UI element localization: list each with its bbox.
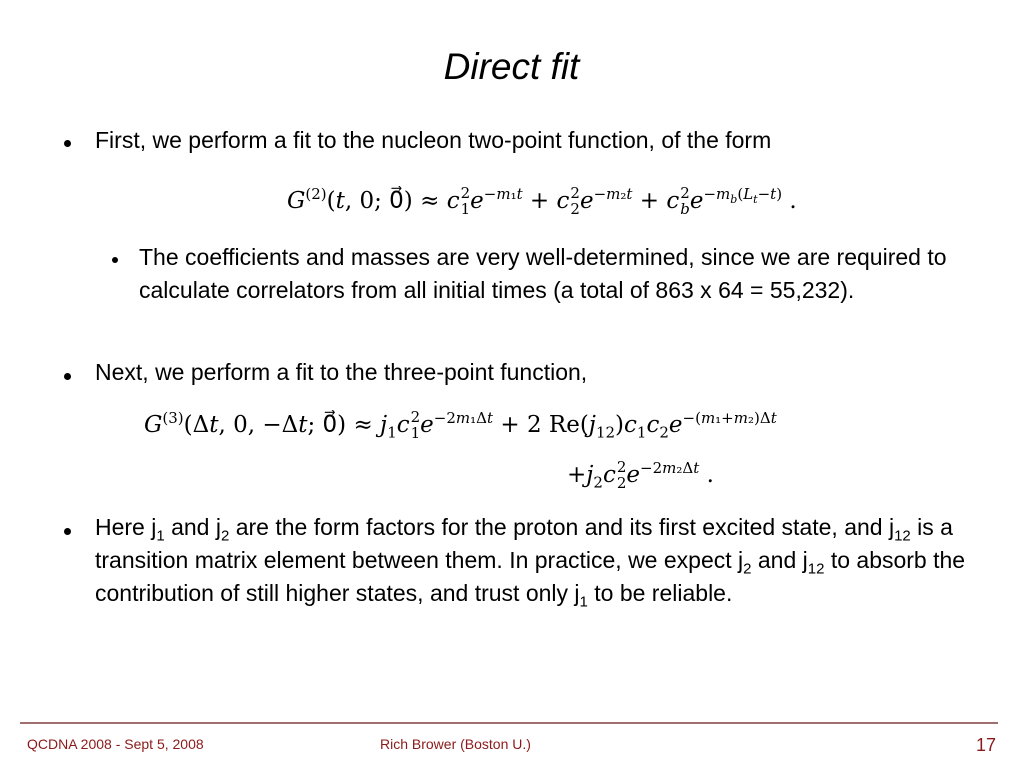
footer-author: Rich Brower (Boston U.) [380,736,531,752]
bullet-dot [64,140,71,147]
slide-title: Direct fit [443,46,580,87]
bullet-coefficients: The coefficients and masses are very well-determined, since we are required to calculate correlators from all initial times (a total of 863 x 64 = 55,232). [139,244,947,303]
bullet-two-point-fit: First, we perform a fit to the nucleon two-point function, of the form [95,127,772,153]
sub-bullet-dot [112,257,118,263]
equation-three-point-line2: $+j_2c$ 2 2 $e^{-2m_2\Delta t}$ . [567,458,714,492]
page-number: 17 [975,735,996,755]
footer-date: QCDNA 2008 - Sept 5, 2008 [27,736,204,752]
footer-divider [20,722,998,724]
bullet-dot [64,528,71,535]
bullet-three-point-fit: Next, we perform a fit to the three-point function, [95,359,588,385]
equation-two-point: $G^{(2)}(t$, 0; 0⃗) ≈ c 2 1 $e^{-m_1t} + c$ 2 2 $e^{-m_2t} + c$ 2 b $e^{-m_b(L_t-t)}$ . [287,184,797,218]
equation-three-point-line1: $G^{(3)}(\Delta t$, 0, −Δt; 0⃗) ≈ $j_1c$ 2 1 $e^{-2m_1\Delta t} + 2$ $Re(j_{12})c_1c_2e^{-(m_1+m_2)\Delta t}$ [144,408,777,442]
bullet-form-factors: Here $j_1$ and $j_2$ are the form factors for the proton and its first excited state, and $j_{12}$ is a transition matrix element between them. In practice, we expect $j_2$ and $j_{12}$ to absorb the contribution of still higher states, and trust only $j_1$ to be reliable. [95,514,966,611]
bullet-dot [64,373,71,380]
